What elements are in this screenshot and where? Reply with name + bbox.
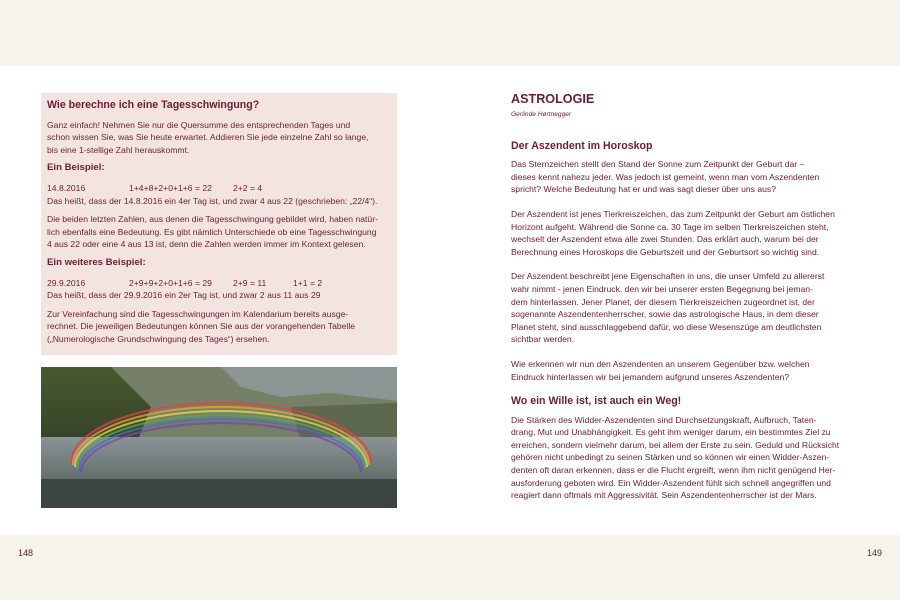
text-line: spricht? Welche Bedeutung hat er und was sagt dieser über uns aus? [511,184,776,195]
text-line: gehören nicht unbedingt zu seinen Stärken und so können wir einen Widder-Aszen- [511,452,830,463]
text-line: erreichen, sondern vielmehr darum, bei allem der Erste zu sein. Geduld und Rücksicht [511,439,840,450]
text-line: bis eine 1-stellige Zahl herauskommt. [47,144,190,155]
text-line: wechselt der Aszendent etwa alle zwei Stunden. Das erklärt auch, warum bei der [511,234,819,245]
text-line: Der Aszendent beschreibt jene Eigenschaften in uns, die unser Umfeld zu allererst [511,271,825,282]
section2-heading: Wo ein Wille ist, ist auch ein Weg! [511,395,682,408]
calc-reduce-final: 1+1 = 2 [293,277,323,288]
text-line: Die Stärken des Widder-Aszendenten sind Durchsetzungskraft, Aufbruch, Taten- [511,414,817,425]
text-line: Wie erkennen wir nun den Aszendenten an unserem Gegenüber bzw. welchen [511,358,810,369]
text-line: dieses kennt nahezu jeder. Was jedoch ist gemeint, wenn man vom Aszendenten [511,171,820,182]
text-line: Das Sternzeichen stellt den Stand der Sonne zum Zeitpunkt der Geburt dar – [511,159,805,170]
text-line: dem hinterlassen. Jener Planet, der diesem Tierkreiszeichen zugeordnet ist, der [511,296,815,307]
section1-heading: Der Aszendent im Horoskop [511,139,653,152]
text-line: lich ebenfalls eine Bedeutung. Es gibt nämlich Unterschiede ob eine Tagesschwingung [47,226,377,237]
paragraph-1 [511,158,857,196]
text-line: Berechnung eines Horoskops die Geburtszeit und der Geburtsort so wichtig sind. [511,246,820,257]
example1-result: Das heißt, dass der 14.8.2016 ein 4er Tag ist, und zwar 4 aus 22 (geschrieben: „22/4“). [47,195,378,206]
info-box [41,93,397,355]
text-line: Horizont aufgeht. Während die Sonne ca. 30 Tage im selben Tierkreiszeichen steht, [511,221,829,232]
text-line: ausforderung geboten wird. Ein Widder-Aszendent fühlt sich schnell angegriffen und [511,477,831,488]
text-line: reagiert dann oftmals mit Aggressivität. Sein Aszendentenherrscher ist der Mars. [511,490,817,501]
text-line: denten oft daran erkennen, dass er die Flucht ergreift, wenn ihm nicht genügend Her- [511,465,836,476]
intro-paragraph [47,119,391,157]
calc-sum: 1+4+8+2+0+1+6 = 22 [129,182,212,193]
rainbow-photo [41,367,397,508]
example2-calculation [47,277,391,290]
text-line: Der Aszendent ist jenes Tierkreiszeichen, das zum Zeitpunkt der Geburt am östlichen [511,208,835,219]
text-line: Die beiden letzten Zahlen, aus denen die Tagesschwingung gebildet wird, haben natür- [47,214,378,225]
text-line: sogenannte Aszendentenherrscher, sowie das astrologische Haus, in dem dieser [511,309,819,320]
paragraph-2 [47,213,391,251]
paragraph-5 [511,414,857,502]
text-line: 4 aus 22 oder eine 4 aus 13 ist, denn die Zahlen werden immer im Kontext gelesen. [47,239,366,250]
text-line: („Numerologische Grundschwingung des Tages“) ersehen. [47,333,270,344]
text-line: Ganz einfach! Nehmen Sie nur die Quersumme des entsprechenden Tages und [47,119,351,130]
calc-sum: 2+9+9+2+0+1+6 = 29 [129,277,212,288]
calc-reduce: 2+9 = 11 [233,277,267,288]
paragraph-3 [511,270,857,346]
text-line: drang, Mut und Unabhängigkeit. Es geht ihm weniger darum, ein bestimmtes Ziel zu [511,427,831,438]
example2-result: Das heißt, dass der 29.9.2016 ein 2er Tag ist, und zwar 2 aus 11 aus 29 [47,290,321,301]
text-line: rechnet. Die jeweiligen Bedeutungen können Sie aus der vorangehenden Tabelle [47,321,356,332]
page-number-left: 148 [18,548,34,558]
text-line: schon wissen Sie, was Sie heute erwartet. Addieren Sie jede einzelne Zahl so lange, [47,132,369,143]
box-heading: Wie berechne ich eine Tagesschwingung? [47,99,260,111]
text-line: Planet steht, sind ausschlaggebend dafür, wo diese Wesenszüge am deutlichsten [511,321,822,332]
paragraph-2 [511,208,857,258]
example1-calculation [47,182,391,195]
example2-heading: Ein weiteres Beispiel: [47,256,146,268]
calc-date: 29.9.2016 [47,277,86,288]
paragraph-4 [511,358,857,383]
paragraph-3 [47,308,391,346]
author: Gerlinde Hørtnegger [511,111,572,118]
calc-date: 14.8.2016 [47,182,86,193]
text-line: Eindruck hinterlassen wir bei jemandem aufgrund unseres Aszendenten? [511,371,790,382]
page-number-right: 149 [866,548,882,558]
text-line: sichtbar werden. [511,334,575,345]
calc-reduce: 2+2 = 4 [233,182,263,193]
article [511,92,857,514]
example1-heading: Ein Beispiel: [47,162,105,174]
text-line: Zur Vereinfachung sind die Tagesschwingungen im Kalendarium bereits ausge- [47,308,349,319]
section-title: ASTROLOGIE [511,92,595,106]
text-line: wahr nimmt - jenen Eindruck, den wir bei unserer ersten Begegnung bei jeman- [511,283,813,294]
